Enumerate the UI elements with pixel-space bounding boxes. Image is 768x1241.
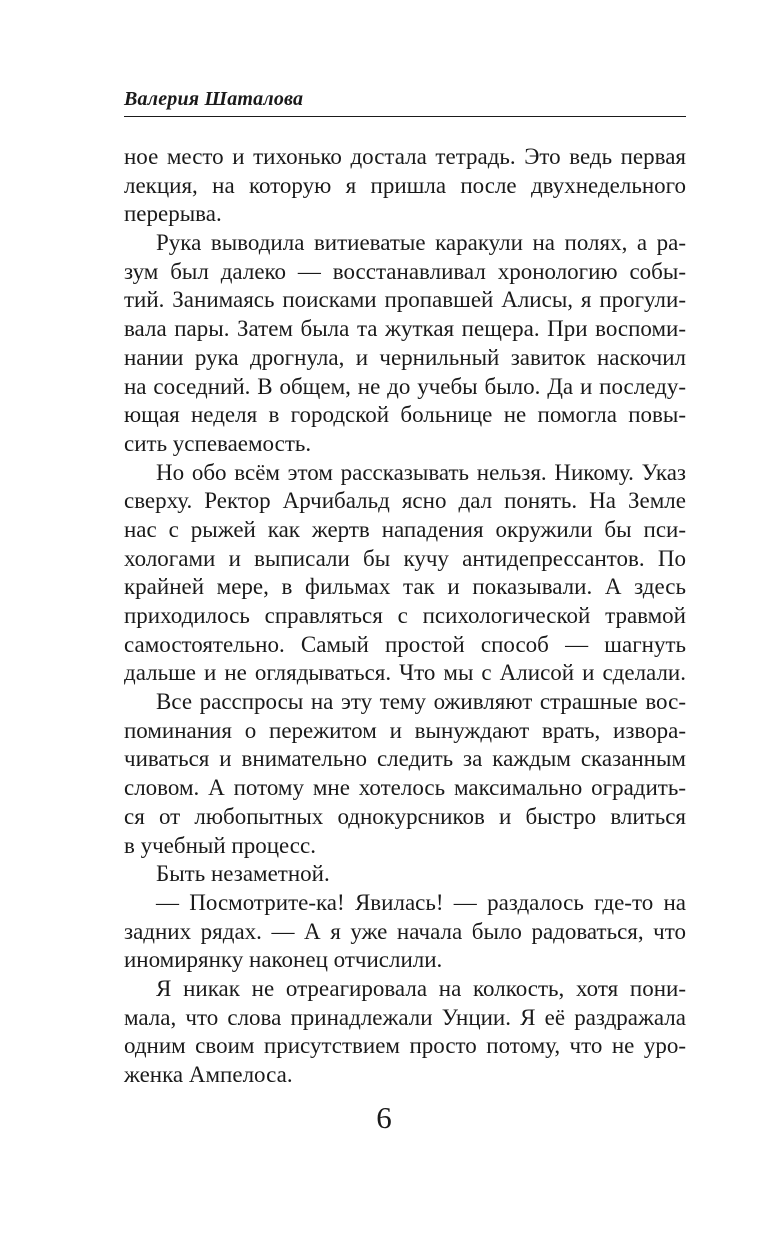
text-line: лекция, на которую я пришла после двухнедельного <box>124 172 686 198</box>
text-line: сить успеваемость. <box>124 430 312 456</box>
author-name: Валерия Шаталова <box>124 88 304 110</box>
text-line: иномирянку наконец отчислили. <box>124 947 443 973</box>
text-line: приходилось справляться с психологической травмой <box>124 603 686 628</box>
text-line: тий. Занимаясь поисками пропавшей Алисы, я прогули- <box>124 287 686 313</box>
text-line: Я никак не отреагировала на колкость, хотя пони- <box>156 975 686 1001</box>
text-line: одним своим присутствием просто потому, что не уро- <box>124 1033 686 1059</box>
text-line: нании рука дрогнула, и чернильный завиток наскочил <box>124 344 686 370</box>
text-line: задних рядах. — А я уже начала было радоваться, что <box>124 918 686 944</box>
text-line: женка Ампелоса. <box>124 1062 293 1087</box>
text-line: перерыва. <box>124 201 222 227</box>
text-line: сверху. Ректор Арчибальд ясно дал понять. На Земле <box>124 488 686 514</box>
text-line: хологами и выписали бы кучу антидепрессантов. По <box>124 545 686 571</box>
text-line: ющая неделя в городской больнице не помогла повы- <box>124 402 686 428</box>
text-line: Но обо всём этом рассказывать нельзя. Никому. Указ <box>156 459 686 485</box>
text-line: поминания о пережитом и вынуждают врать, изворa- <box>124 717 686 743</box>
text-line: в учебный процесс. <box>124 832 316 858</box>
text-line: зум был далеко — восстанавливал хронологию собы- <box>124 258 686 284</box>
text-line: мала, что слова принадлежали Унции. Я её раздражала <box>124 1004 686 1030</box>
text-line: Все расспросы на эту тему оживляют страшные вос- <box>156 689 686 715</box>
text-line: дальше и не оглядываться. Что мы с Алисой и сделали. <box>124 660 686 686</box>
text-line: вала пары. Затем была та жуткая пещера. При воспоми- <box>124 316 686 342</box>
page-number: 6 <box>376 1100 392 1135</box>
running-header <box>124 88 686 117</box>
body-text <box>124 143 686 1090</box>
text-line: словом. А потому мне хотелось максимально оградить- <box>124 775 686 801</box>
text-line: ся от любопытных однокурсников и быстро влиться <box>124 803 686 829</box>
text-line: Быть незаметной. <box>156 861 330 887</box>
text-line: самостоятельно. Самый простой способ — шагнуть <box>124 631 686 657</box>
text-line: ное место и тихонько достала тетрадь. Это ведь первая <box>124 144 686 169</box>
text-line: на соседний. В общем, не до учебы было. Да и последу- <box>124 373 686 399</box>
text-line: Рука выводила витиеватые каракули на полях, а ра- <box>156 230 686 256</box>
text-line: — Посмотрите-ка! Явилась! — раздалось где-то на <box>156 889 686 915</box>
text-line: чиваться и внимательно следить за каждым сказанным <box>124 746 686 772</box>
text-line: нас с рыжей как жертв нападения окружили бы пси- <box>124 516 686 542</box>
text-line: крайней мере, в фильмах так и показывали. А здесь <box>124 574 686 600</box>
